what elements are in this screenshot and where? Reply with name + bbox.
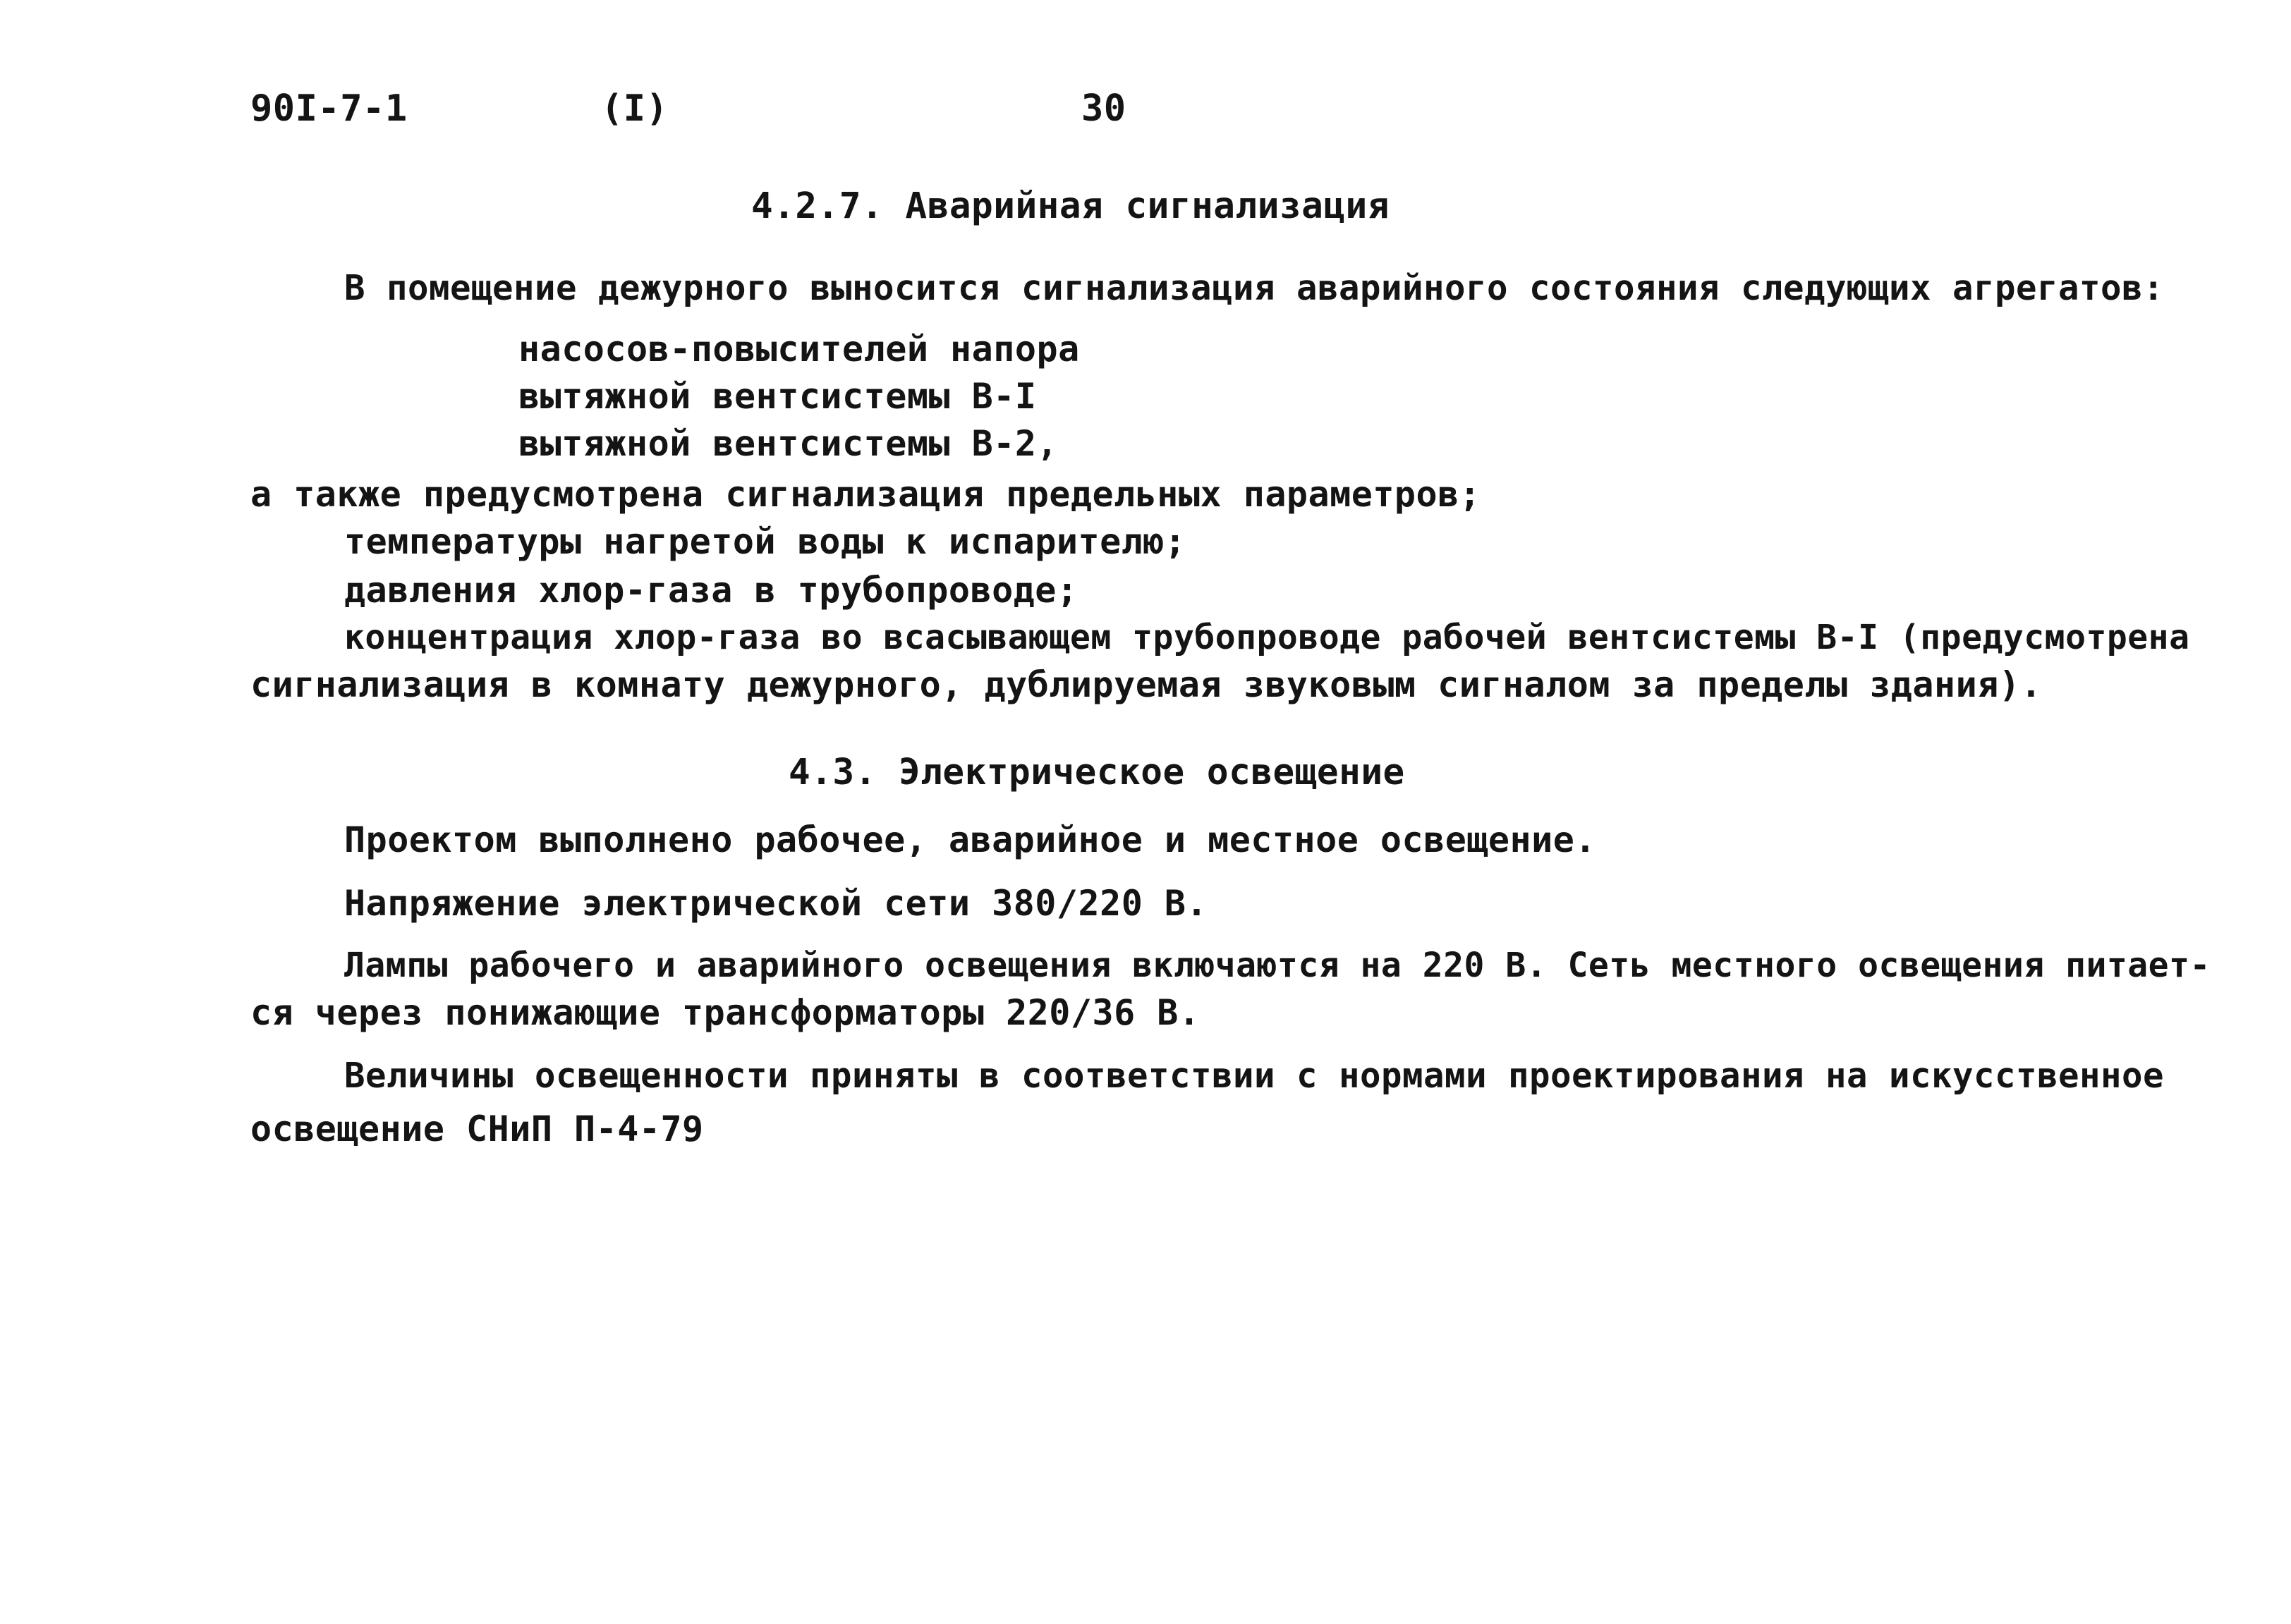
limit-param-item: давления хлор-газа в трубопроводе; — [344, 570, 1078, 611]
lighting-paragraph-4-line-1: Величины освещенности приняты в соответствии с нормами проектирования на искусственное — [344, 1056, 2165, 1096]
concentration-line-1: концентрация хлор-газа во всасывающем трубопроводе рабочей вентсистемы В-I (предусмотрена — [344, 618, 2190, 657]
lighting-paragraph-1: Проектом выполнено рабочее, аварийное и местное освещение. — [344, 819, 1596, 860]
concentration-line-2: сигнализация в комнату дежурного, дублируемая звуковым сигналом за пределы здания). — [250, 664, 2043, 705]
section-heading-4-3: 4.3. Электрическое освещение — [789, 752, 1405, 793]
page-number: 30 — [1081, 87, 1126, 130]
alarm-intro-paragraph: В помещение дежурного выносится сигнализация аварийного состояния следующих агрегатов: — [344, 268, 2165, 308]
lighting-paragraph-3-line-1: Лампы рабочего и аварийного освещения включаются на 220 В. Сеть местного освещения питает- — [344, 946, 2211, 985]
lighting-paragraph-2: Напряжение электрической сети 380/220 В. — [344, 883, 1208, 924]
limit-param-item: температуры нагретой воды к испарителю; — [344, 521, 1186, 562]
limit-params-intro: а также предусмотрена сигнализация предельных параметров; — [250, 474, 1481, 515]
section-heading-4-2-7: 4.2.7. Аварийная сигнализация — [751, 185, 1390, 227]
lighting-paragraph-3-line-2: ся через понижающие трансформаторы 220/36 В. — [250, 992, 1201, 1033]
doc-code: 90I-7-1 — [250, 87, 408, 130]
volume-label: (I) — [601, 87, 669, 130]
alarm-unit-item: вытяжной вентсистемы В-I — [518, 376, 1037, 417]
lighting-paragraph-4-line-2: освещение СНиП П-4-79 — [250, 1109, 704, 1149]
alarm-unit-item: вытяжной вентсистемы В-2, — [518, 423, 1059, 464]
alarm-unit-item: насосов-повысителей напора — [518, 329, 1080, 370]
